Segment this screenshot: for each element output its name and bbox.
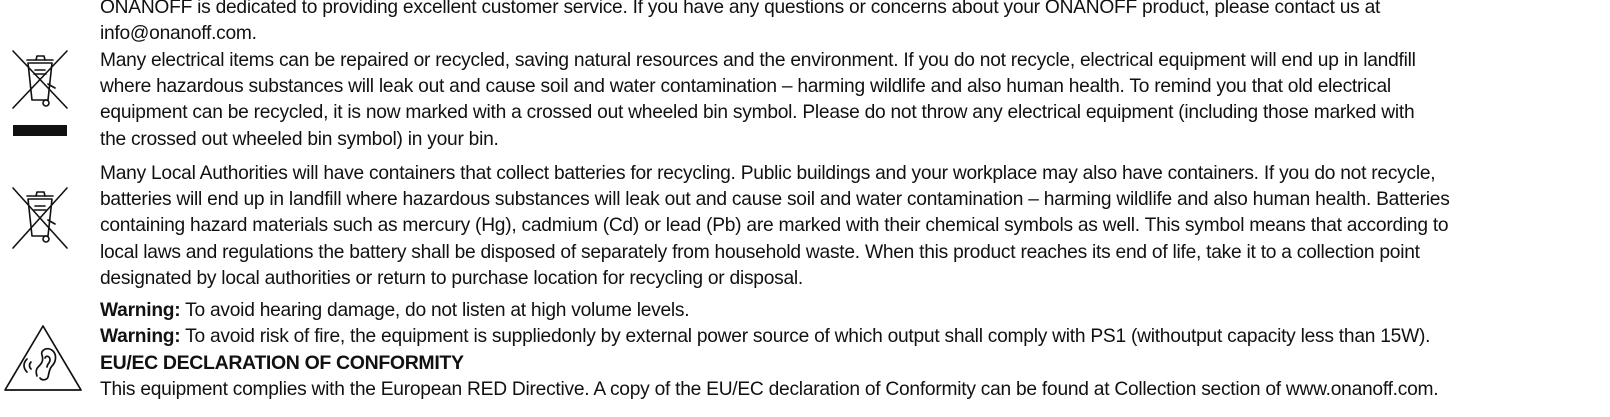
text-line: the crossed out wheeled bin symbol) in your bin. xyxy=(100,128,499,150)
text-line: where hazardous substances will leak out and cause soil and water contamination – harming wildlife and also human health. To remind you that old electrical xyxy=(100,76,1391,98)
text-line: Many Local Authorities will have containers that collect batteries for recycling. Public buildings and your workplace may also have containers. If you do not recycle, xyxy=(100,163,1436,184)
crossed-out-battery-bin-icon xyxy=(10,186,70,252)
warning-text: To avoid risk of fire, the equipment is suppliedonly by external power source of which output shall comply with PS1 (withoutput capacity less than 15W). xyxy=(180,326,1431,348)
warnings-and-declaration xyxy=(100,298,1605,403)
text-line: Many electrical items can be repaired or recycled, saving natural resources and the environment. If you do not recycle, electrical equipment will end up in landfill xyxy=(100,50,1416,71)
crossed-out-wheeled-bin-icon xyxy=(10,48,70,140)
declaration-heading: EU/EC DECLARATION OF CONFORMITY xyxy=(100,352,464,375)
fire-warning xyxy=(100,324,1605,350)
text-line: local laws and regulations the battery shall be disposed of separately from household waste. When this product reaches its end of life, take it to a collection point xyxy=(100,241,1420,263)
text-line: ONANOFF is dedicated to providing excellent customer service. If you have any questions or concerns about your ONANOFF product, please contact us at xyxy=(100,0,1381,18)
warning-text: To avoid hearing damage, do not listen at high volume levels. xyxy=(180,300,690,321)
text-line: batteries will end up in landfill where hazardous substances will leak out and cause soil and water contamination – harming wildlife and also human health. Batteries xyxy=(100,189,1450,211)
support-email-text: info@onanoff.com. xyxy=(100,23,257,45)
warning-label: Warning: xyxy=(100,300,181,321)
customer-service-paragraph xyxy=(100,0,1605,47)
hearing-damage-warning-icon xyxy=(3,324,83,394)
battery-recycling-paragraph xyxy=(100,161,1605,292)
text-line: designated by local authorities or return to purchase location for recycling or disposal. xyxy=(100,267,804,289)
hearing-warning xyxy=(100,298,1605,324)
text-line: equipment can be recycled, it is now marked with a crossed out wheeled bin symbol. Please do not throw any electrical equipment (including those marked with xyxy=(100,102,1415,124)
text-line: containing hazard materials such as mercury (Hg), cadmium (Cd) or lead (Pb) are marked with their chemical symbols as well. This symbol means that according to xyxy=(100,215,1449,237)
declaration-text: This equipment complies with the European RED Directive. A copy of the EU/EC declaration of Conformity can be found at Collection section of www.onanoff.com. xyxy=(100,378,1439,400)
warning-label: Warning: xyxy=(100,326,181,348)
electrical-recycling-paragraph xyxy=(100,48,1605,153)
